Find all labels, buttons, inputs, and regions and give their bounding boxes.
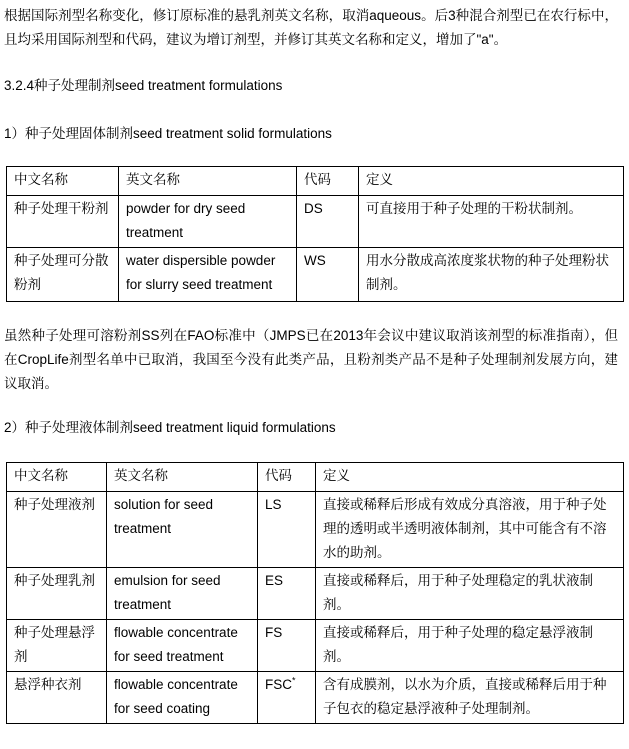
table2-header-chinese-name: 中文名称 [7,463,107,492]
cell-definition: 含有成膜剂，以水为介质，直接或稀释后用于种子包衣的稳定悬浮液种子处理制剂。 [316,672,624,724]
paragraph-intro: 根据国际剂型名称变化，修订原标准的悬乳剂英文名称，取消aqueous。后3种混合剂型已在农行标中，且均采用国际剂型和代码，建议为增订剂型，并修订其英文名称和定义，增加了"a"。 [4,8,618,47]
code-asterisk: * [292,675,296,686]
cell-chinese-name: 种子处理乳剂 [7,568,107,620]
cell-definition: 直接或稀释后，用于种子处理稳定的乳状液制剂。 [316,568,624,620]
solid-formulations-table [6,166,624,302]
cell-english-name: flowable concentrate for seed coating [107,672,258,724]
subsection-solid-heading: 1）种子处理固体制剂seed treatment solid formulations [4,126,332,141]
table1-header-definition: 定义 [359,167,624,196]
table2-row-fsc [7,672,624,724]
table2-header-code: 代码 [258,463,316,492]
cell-english-name: emulsion for seed treatment [107,568,258,620]
code-text: FSC [265,677,292,692]
cell-code [258,672,316,724]
cell-code: ES [258,568,316,620]
table2-row-ls [7,492,624,568]
table1-row-ws [7,248,624,302]
table2-header-definition: 定义 [316,463,624,492]
table1-header-row [7,167,624,196]
liquid-formulations-table [6,462,624,724]
section-heading: 3.2.4种子处理制剂seed treatment formulations [4,78,283,93]
cell-chinese-name: 悬浮种衣剂 [7,672,107,724]
table1-header-english-name: 英文名称 [119,167,297,196]
cell-chinese-name: 种子处理可分散粉剂 [7,248,119,302]
cell-code: WS [297,248,359,302]
cell-english-name: powder for dry seed treatment [119,196,297,248]
table1-header-code: 代码 [297,167,359,196]
cell-definition: 直接或稀释后形成有效成分真溶液，用于种子处理的透明或半透明液体制剂，其中可能含有不溶水的助剂。 [316,492,624,568]
cell-code: DS [297,196,359,248]
cell-code: FS [258,620,316,672]
cell-code: LS [258,492,316,568]
table2-header-row [7,463,624,492]
cell-definition: 用水分散成高浓度浆状物的种子处理粉状制剂。 [359,248,624,302]
cell-chinese-name: 种子处理干粉剂 [7,196,119,248]
table1-row-ds [7,196,624,248]
table2-row-fs [7,620,624,672]
cell-definition: 可直接用于种子处理的干粉状制剂。 [359,196,624,248]
cell-english-name: solution for seed treatment [107,492,258,568]
cell-chinese-name: 种子处理悬浮剂 [7,620,107,672]
subsection-liquid-heading: 2）种子处理液体制剂seed treatment liquid formulations [4,420,336,435]
cell-definition: 直接或稀释后，用于种子处理的稳定悬浮液制剂。 [316,620,624,672]
cell-english-name: water dispersible powder for slurry seed treatment [119,248,297,302]
table2-header-english-name: 英文名称 [107,463,258,492]
cell-english-name: flowable concentrate for seed treatment [107,620,258,672]
paragraph-note: 虽然种子处理可溶粉剂SS列在FAO标准中（JMPS已在2013年会议中建议取消该剂型的标准指南），但在CropLife剂型名单中已取消，我国至今没有此类产品，且粉剂类产品不是种子处理制剂发展方向，建议取消。 [4,328,618,391]
table1-header-chinese-name: 中文名称 [7,167,119,196]
cell-chinese-name: 种子处理液剂 [7,492,107,568]
table2-row-es [7,568,624,620]
